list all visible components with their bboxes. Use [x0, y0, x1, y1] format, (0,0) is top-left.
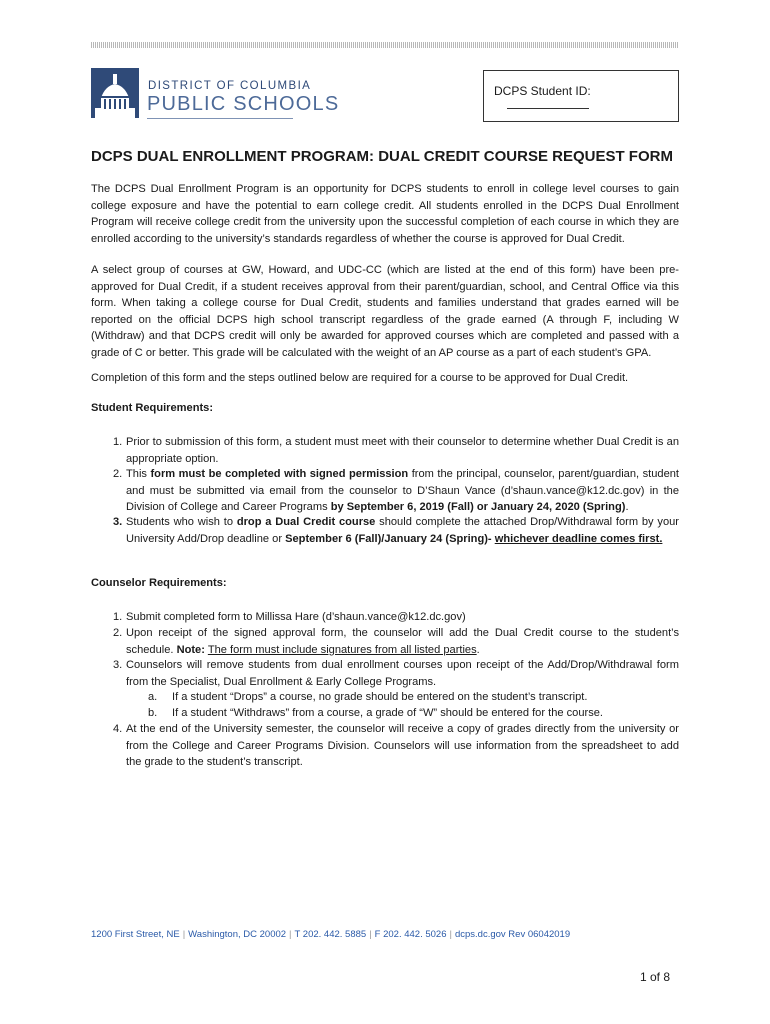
footer-contact: 1200 First Street, NE | Washington, DC 20002 | T 202. 442. 5885 | F 202. 442. 5026 | dcps.dc.gov Rev 06042019 — [91, 929, 571, 940]
student-id-blank[interactable] — [507, 97, 589, 109]
page-title: DCPS DUAL ENROLLMENT PROGRAM: DUAL CREDIT COURSE REQUEST FORM — [91, 148, 673, 165]
counselor-req-item-1: 1. Submit completed form to Millissa Hare (d’shaun.vance@k12.dc.gov) — [113, 611, 466, 623]
select-courses-paragraph: A select group of courses at GW, Howard, and UDC-CC (which are listed at the end of this form) have been pre-approved for Dual Credit, if a student receives approval from their parent/guardian, school, and Central Office via this form. When taking a college course for Dual Credit, students and families understand that grades earned will be reported on the official DCPS high school transcript regardless of the grade earned (A through F, including W (Withdraw) and that DCPS credit will only be awarded for approved courses which are completed and passed with a grade of C or better. This grade will be calculated with the weight of an AP course as a part of each student’s GPA. — [91, 264, 679, 359]
capitol-dome-icon — [91, 68, 139, 118]
counselor-req-item-3a: a. If a student “Drops” a course, no grade should be entered on the student’s transcript. — [148, 691, 588, 703]
student-req-item-1: 1. Prior to submission of this form, a student must meet with their counselor to determine whether Dual Credit is an appropriate option. — [113, 436, 679, 465]
counselor-req-item-3: 3. Counselors will remove students from dual enrollment courses upon receipt of the Add/Drop/Withdrawal form from the Specialist, Dual Enrollment & Early College Programs. — [113, 659, 679, 688]
header-hatch-rule — [91, 42, 679, 48]
footer-web[interactable]: dcps.dc.gov Rev 06042019 — [454, 929, 571, 940]
student-req-item-3: 3. Students who wish to drop a Dual Credit course should complete the attached Drop/Withdrawal form by your University Add/Drop deadline or September 6 (Fall)/January 24 (Spring)- whichever deadline comes first. — [113, 516, 679, 545]
footer-city: Washington, DC 20002 — [188, 929, 287, 940]
student-requirements-heading: Student Requirements: — [91, 402, 214, 414]
counselor-req-item-2: 2. Upon receipt of the signed approval form, the counselor will add the Dual Credit course to the student’s schedule. Note: The form must include signatures from all listed parties. — [113, 627, 679, 656]
footer-fax: F 202. 442. 5026 — [374, 929, 447, 940]
logo-district-text: DISTRICT OF COLUMBIA — [148, 80, 312, 92]
intro-paragraph: The DCPS Dual Enrollment Program is an opportunity for DCPS students to enroll in college level courses to gain college exposure and have the potential to earn college credit. All students enrolled in the DCPS Dual Enrollment Program will receive college credit from the university upon the successful completion of each course in which they are enrolled according to the university’s standards regardless of whether the course is approved for Dual Credit. — [91, 183, 679, 245]
completion-paragraph: Completion of this form and the steps outlined below are required for a course to be approved for Dual Credit. — [91, 372, 629, 384]
logo-underline — [147, 118, 293, 119]
counselor-requirements-heading: Counselor Requirements: — [91, 577, 227, 589]
counselor-req-item-3b: b. If a student “Withdraws” from a course, a grade of “W” should be entered for the course. — [148, 707, 604, 719]
footer-address: 1200 First Street, NE — [91, 929, 180, 940]
logo-schools-text: PUBLIC SCHOOLS — [147, 93, 340, 115]
student-id-box[interactable] — [483, 70, 679, 122]
student-req-item-2: 2. This form must be completed with signed permission from the principal, counselor, parent/guardian, student and must be submitted via email from the counselor to D’Shaun Vance (d’shaun.vance@k12.dc.gov) in the Division of College and Career Programs by September 6, 2019 (Fall) or January 24, 2020 (Spring). — [113, 468, 679, 513]
counselor-req-item-4: 4. At the end of the University semester, the counselor will receive a copy of grades directly from the university or from the College and Career Programs Division. Counselors will use information from the spreadsheet to add the grade to the student’s transcript. — [113, 723, 679, 768]
student-id-label: DCPS Student ID: — [494, 84, 591, 98]
dcps-logo — [91, 68, 351, 120]
page-number: 1 of 8 — [640, 970, 671, 984]
footer-phone: T 202. 442. 5885 — [294, 929, 367, 940]
